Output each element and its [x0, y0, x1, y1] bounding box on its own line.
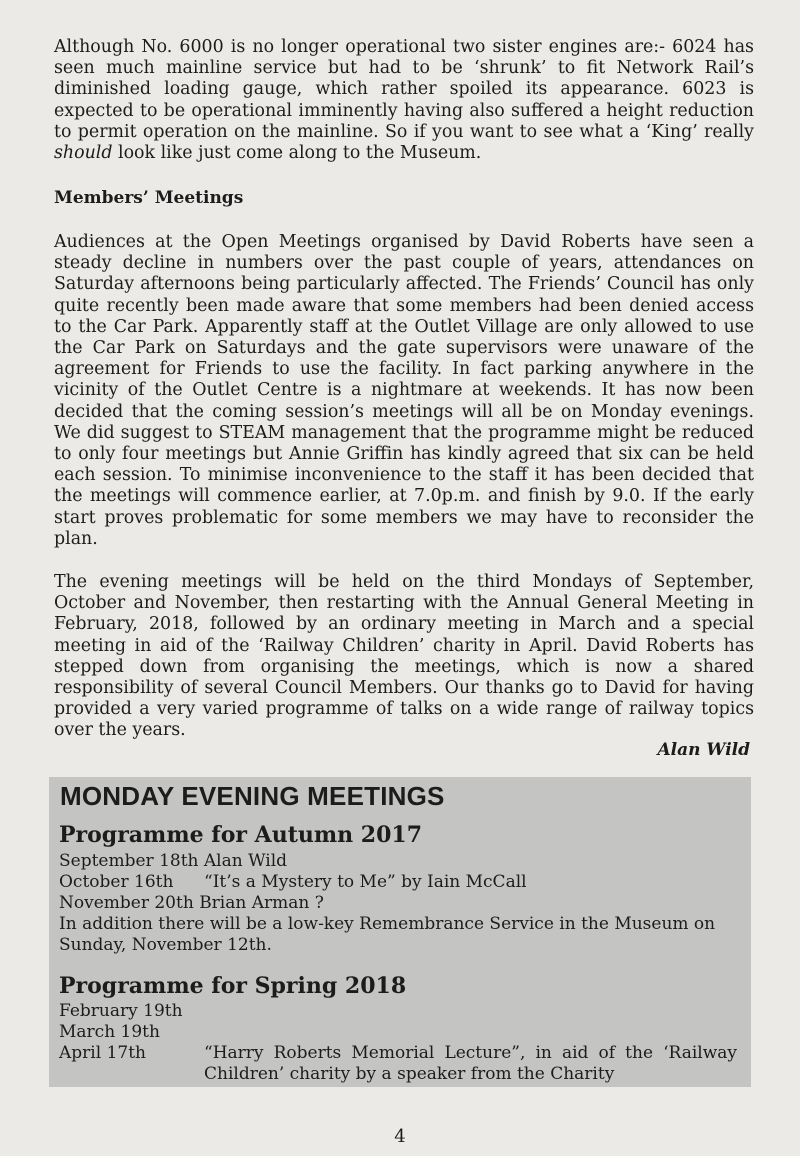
meetings-programme-box: [49, 777, 751, 1087]
members-meetings-paragraph-1: [54, 232, 754, 550]
spring-item-3: [59, 1043, 146, 1064]
paragraph-2-text: The evening meetings will be held on the third Mondays of September, October and November, then restarting with the Annual General Meeting in February, 2018, followed by an ordinary meeting in March and a special meeting in aid of the ‘Railway Children’ charity in April. David Roberts has stepped down from organising the meetings, which is now a shared responsibility of several Council Members. Our thanks go to David for having provided a very varied programme of talks on a wide range of railway topics over the years.: [54, 572, 754, 741]
spring-item-3-date: April 17th: [59, 1043, 146, 1063]
intro-paragraph: [54, 37, 754, 164]
intro-tail-after: look like just come along to the Museum.: [112, 143, 482, 164]
intro-text: [54, 37, 754, 164]
autumn-item-1-date: September 18th: [59, 851, 199, 871]
intro-tail-before: ‘King’ really: [645, 121, 754, 142]
author-signature: Alan Wild: [657, 740, 750, 760]
autumn-item-3: [59, 893, 324, 914]
spring-programme-heading: Programme for Spring 2018: [59, 973, 407, 999]
paragraph-1-text: Audiences at the Open Meetings organised by David Roberts have seen a steady decline in numbers over the past couple of years, attendances on Saturday afternoons being particularly affected. The Friends’ Council has only quite recently been made aware that some members had been denied access to the Car Park. Apparently staff at the Outlet Village are only allowed to use the Car Park on Saturdays and the gate supervisors were unaware of the agreement for Friends to use the facility. In fact parking anywhere in the vicinity of the Outlet Centre is a nightmare at weekends. It has now been decided that the coming session’s meetings will all be on Monday evenings. We did suggest to STEAM management that the programme might be reduced to only four meetings but Annie Griffin has kindly agreed that six can be held each session. To minimise inconvenience to the staff it has been decided that the meetings will commence earlier, at 7.0p.m. and finish by 9.0. If the early start proves problematic for some members we may have to reconsider the plan.: [54, 232, 754, 549]
spring-item-2-date: March 19th: [59, 1022, 160, 1042]
spring-item-1-date: February 19th: [59, 1001, 183, 1021]
autumn-item-3-date: November 20th: [59, 893, 194, 913]
autumn-item-2-date: October 16th: [59, 872, 174, 892]
intro-body: Although No. 6000 is no longer operational two sister engines are:- 6024 has seen much mainline service but had to be ‘shrunk’ to fit Network Rail’s diminished loading gauge, which rather spoiled its appearance. 6023 is expected to be operational imminently having also suffered a height reduction to permit operation on the mainline. So if you want to see what a: [54, 37, 754, 142]
page-number: 4: [394, 1126, 406, 1147]
autumn-item-1-detail: Alan Wild: [203, 851, 288, 871]
members-meetings-paragraph-2: [54, 572, 754, 742]
autumn-item-3-detail: Brian Arman ?: [199, 893, 324, 913]
intro-tail-italic: should: [54, 143, 113, 164]
autumn-item-2-detail: “It’s a Mystery to Me” by Iain McCall: [204, 872, 527, 892]
spring-item-2: [59, 1022, 160, 1043]
section-heading: Members’ Meetings: [54, 188, 244, 208]
autumn-item-2: [59, 872, 527, 893]
autumn-note: In addition there will be a low-key Remembrance Service in the Museum on Sunday, November 12th.: [59, 914, 716, 955]
autumn-item-1: [59, 851, 287, 872]
spring-item-1: [59, 1001, 183, 1022]
box-title: MONDAY EVENING MEETINGS: [60, 781, 445, 811]
autumn-programme-heading: Programme for Autumn 2017: [59, 822, 423, 848]
spring-item-3-detail: “Harry Roberts Memorial Lecture”, in aid of the ‘Railway Children’ charity by a speaker from the Charity: [204, 1043, 737, 1084]
